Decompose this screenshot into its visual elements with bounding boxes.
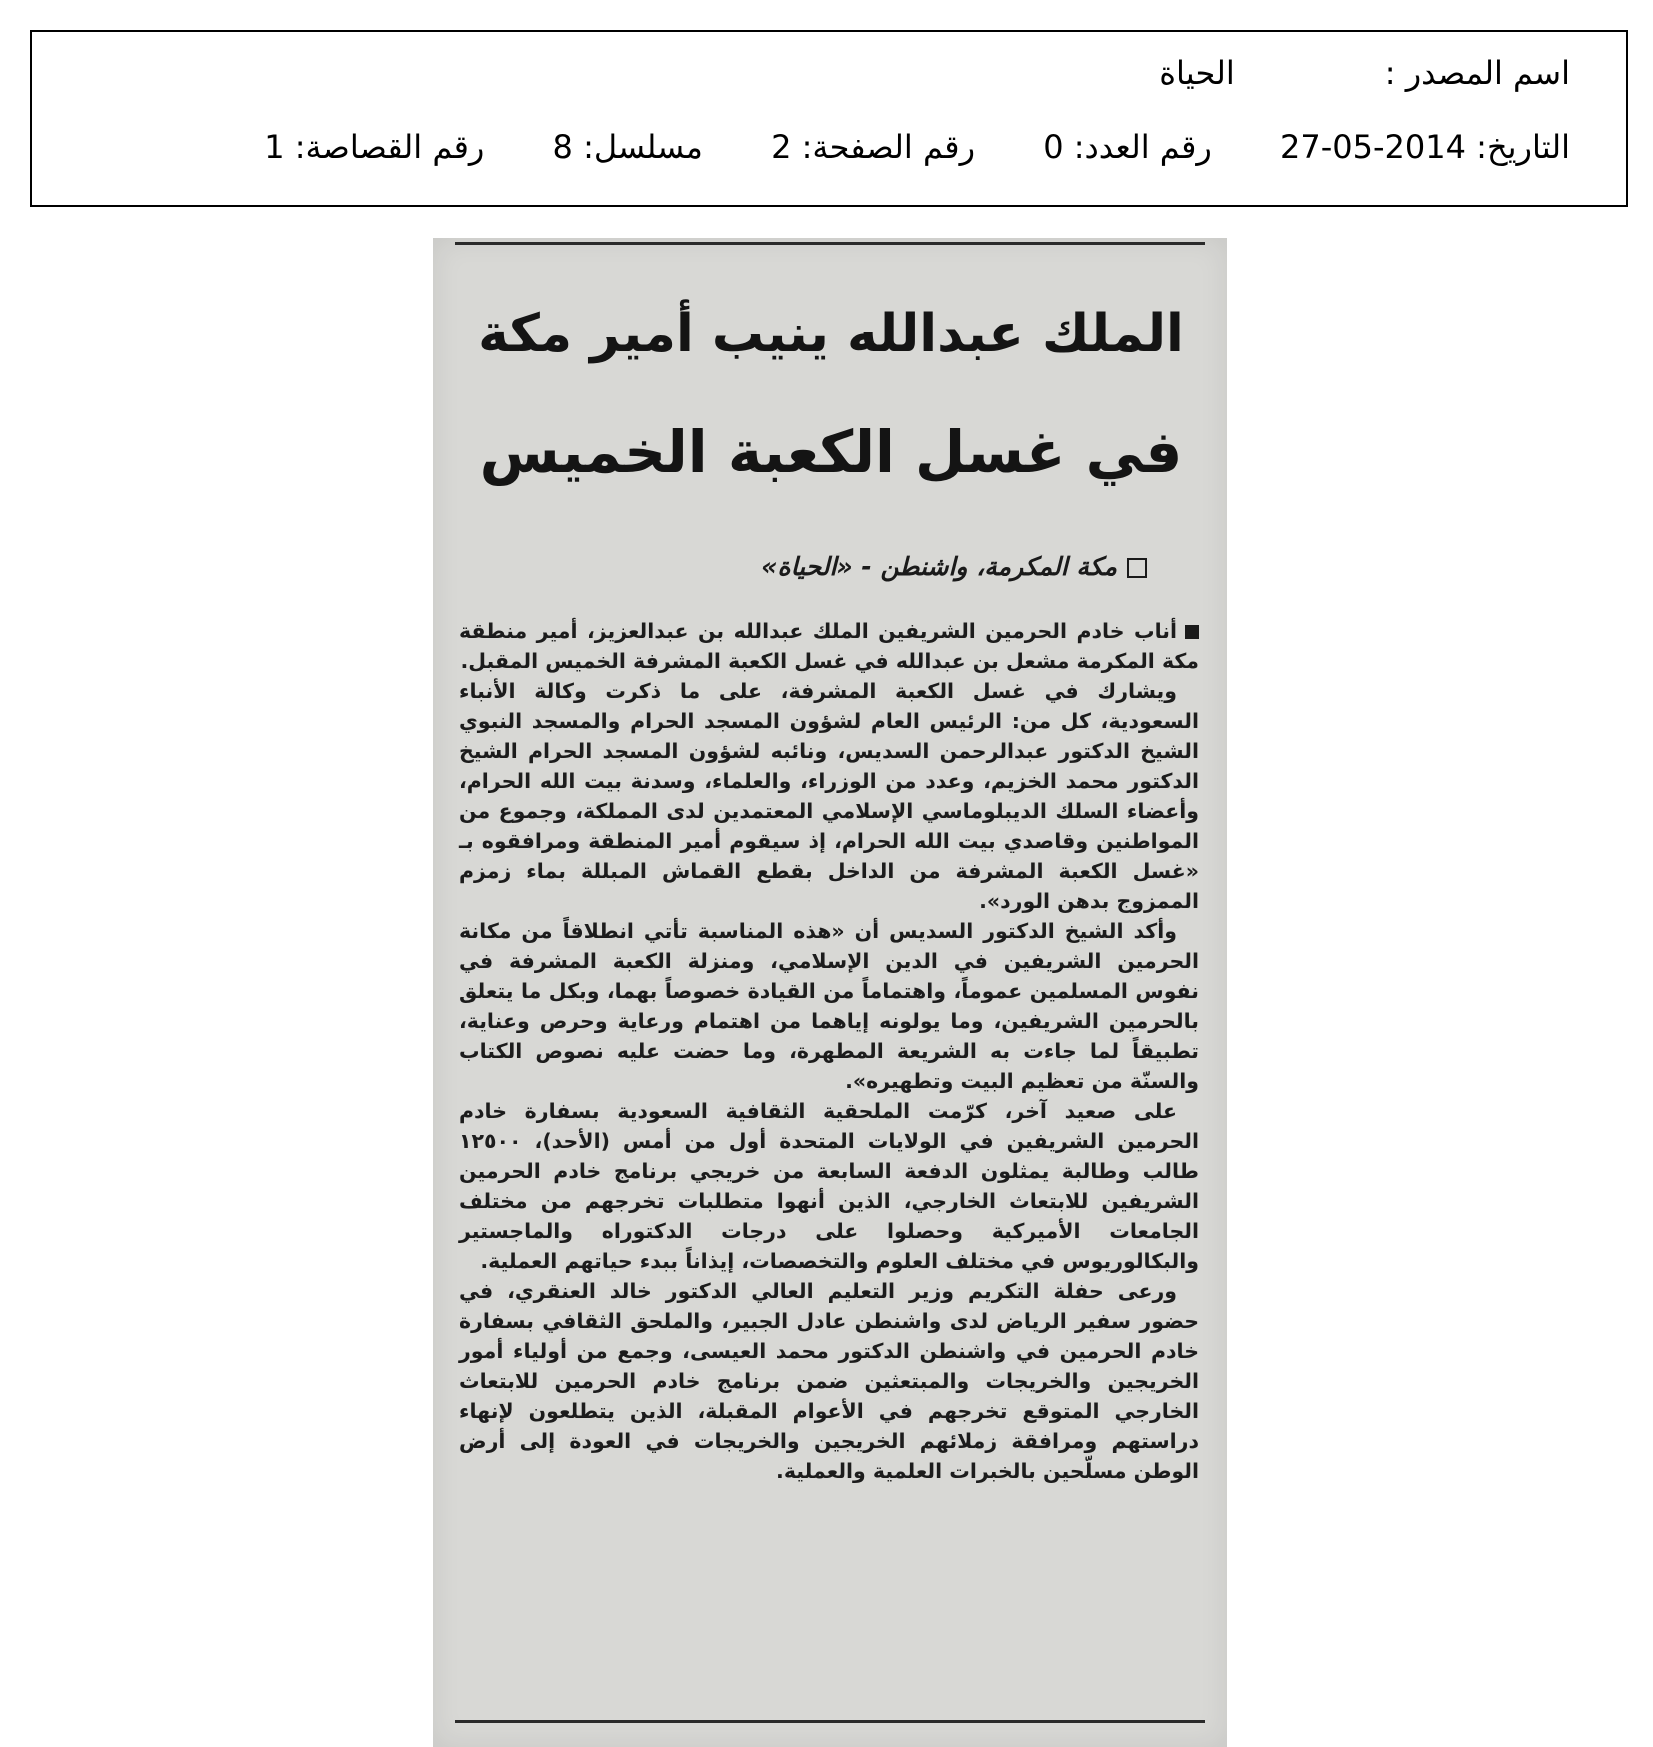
paragraph: أناب خادم الحرمين الشريفين الملك عبدالله بن عبدالعزيز، أمير منطقة مكة المكرمة مشعل بن عبدالله في غسل الكعبة المشرفة الخميس المقبل. <box>459 619 1199 673</box>
date-value: 2014-05-27 <box>1280 128 1466 166</box>
page-value: 2 <box>771 128 792 166</box>
issue-label: رقم العدد: <box>1073 128 1212 166</box>
newspaper-clipping <box>433 238 1227 1747</box>
details-row <box>264 128 1570 166</box>
issue-value: 0 <box>1043 128 1064 166</box>
clip-label: رقم القصاصة: <box>294 128 485 166</box>
dateline <box>761 552 1147 581</box>
serial-field <box>553 128 703 166</box>
square-bullet-icon <box>1185 625 1199 639</box>
paragraph: وأكد الشيخ الدكتور السديس أن «هذه المناسبة تأتي انطلاقاً من مكانة الحرمين الشريفين في الدين الإسلامي، ومنزلة الكعبة المشرفة في نفوس المسلمين عموماً، واهتماماً من القيادة خصوصاً بهما، وبكل ما يتعلق بالحرمين الشريفين، وما يولونه إياهما من اهتمام ورعاية وحرص وعناية، تطبيقاً لما جاءت به الشريعة المطهرة، وما حضت عليه نصوص الكتاب والسنّة من تعظيم البيت وتطهيره». <box>459 919 1199 1093</box>
clip-value: 1 <box>264 128 285 166</box>
source-row <box>1159 54 1570 92</box>
clip-field <box>264 128 484 166</box>
serial-label: مسلسل: <box>583 128 703 166</box>
headline-line-2: في غسل الكعبة الخميس <box>479 418 1183 486</box>
paragraph: على صعيد آخر، كرّمت الملحقية الثقافية السعودية بسفارة خادم الحرمين الشريفين في الولايات المتحدة أول من أمس (الأحد)، ١٢٥٠٠ طالب وطالبة يمثلون الدفعة السابعة من خريجي برنامج خادم الحرمين الشريفين للابتعاث الخارجي، الذين أنهوا متطلبات تخرجهم من مختلف الجامعات الأميركية وحصلوا على درجات الدكتوراه والماجستير والبكالوريوس في مختلف العلوم والتخصصات، إيذاناً ببدء حياتهم العملية. <box>459 1099 1199 1273</box>
headline-line-1: الملك عبدالله ينيب أمير مكة <box>478 304 1184 364</box>
article-body <box>459 616 1199 1486</box>
serial-value: 8 <box>552 128 573 166</box>
top-rule <box>455 242 1205 245</box>
page-field <box>771 128 975 166</box>
issue-field <box>1043 128 1212 166</box>
source-value: الحياة <box>1159 54 1235 92</box>
source-label: اسم المصدر : <box>1384 54 1570 92</box>
dateline-text: مكة المكرمة، واشنطن - «الحياة» <box>761 552 1117 581</box>
bottom-rule <box>455 1720 1205 1723</box>
page-label: رقم الصفحة: <box>801 128 976 166</box>
date-field <box>1280 128 1570 166</box>
metadata-box <box>30 30 1628 207</box>
paragraph: ورعى حفلة التكريم وزير التعليم العالي الدكتور خالد العنقري، في حضور سفير الرياض لدى واشنطن عادل الجبير، والملحق الثقافي بسفارة خادم الحرمين في واشنطن الدكتور محمد العيسى، وجمع من أولياء أمور الخريجين والخريجات والمبتعثين ضمن برنامج خادم الحرمين للابتعاث الخارجي المتوقع تخرجهم في الأعوام المقبلة، الذين يتطلعون لإنهاء دراستهم ومرافقة زملائهم الخريجين والخريجات في العودة إلى أرض الوطن مسلّحين بالخبرات العلمية والعملية. <box>459 1279 1199 1483</box>
box-bullet-icon <box>1127 558 1147 578</box>
date-label: التاريخ: <box>1476 128 1570 166</box>
paragraph: ويشارك في غسل الكعبة المشرفة، على ما ذكرت وكالة الأنباء السعودية، كل من: الرئيس العام لشؤون المسجد الحرام والمسجد النبوي الشيخ الدكتور عبدالرحمن السديس، ونائبه لشؤون المسجد الحرام الشيخ الدكتور محمد الخزيم، وعدد من الوزراء، والعلماء، وسدنة بيت الله الحرام، وأعضاء السلك الديبلوماسي الإسلامي المعتمدين لدى المملكة، وجموع من المواطنين وقاصدي بيت الله الحرام، إذ سيقوم أمير المنطقة ومرافقوه بـ «غسل الكعبة المشرفة من الداخل بقطع القماش المبللة بماء زمزم الممزوج بدهن الورد». <box>459 679 1199 913</box>
